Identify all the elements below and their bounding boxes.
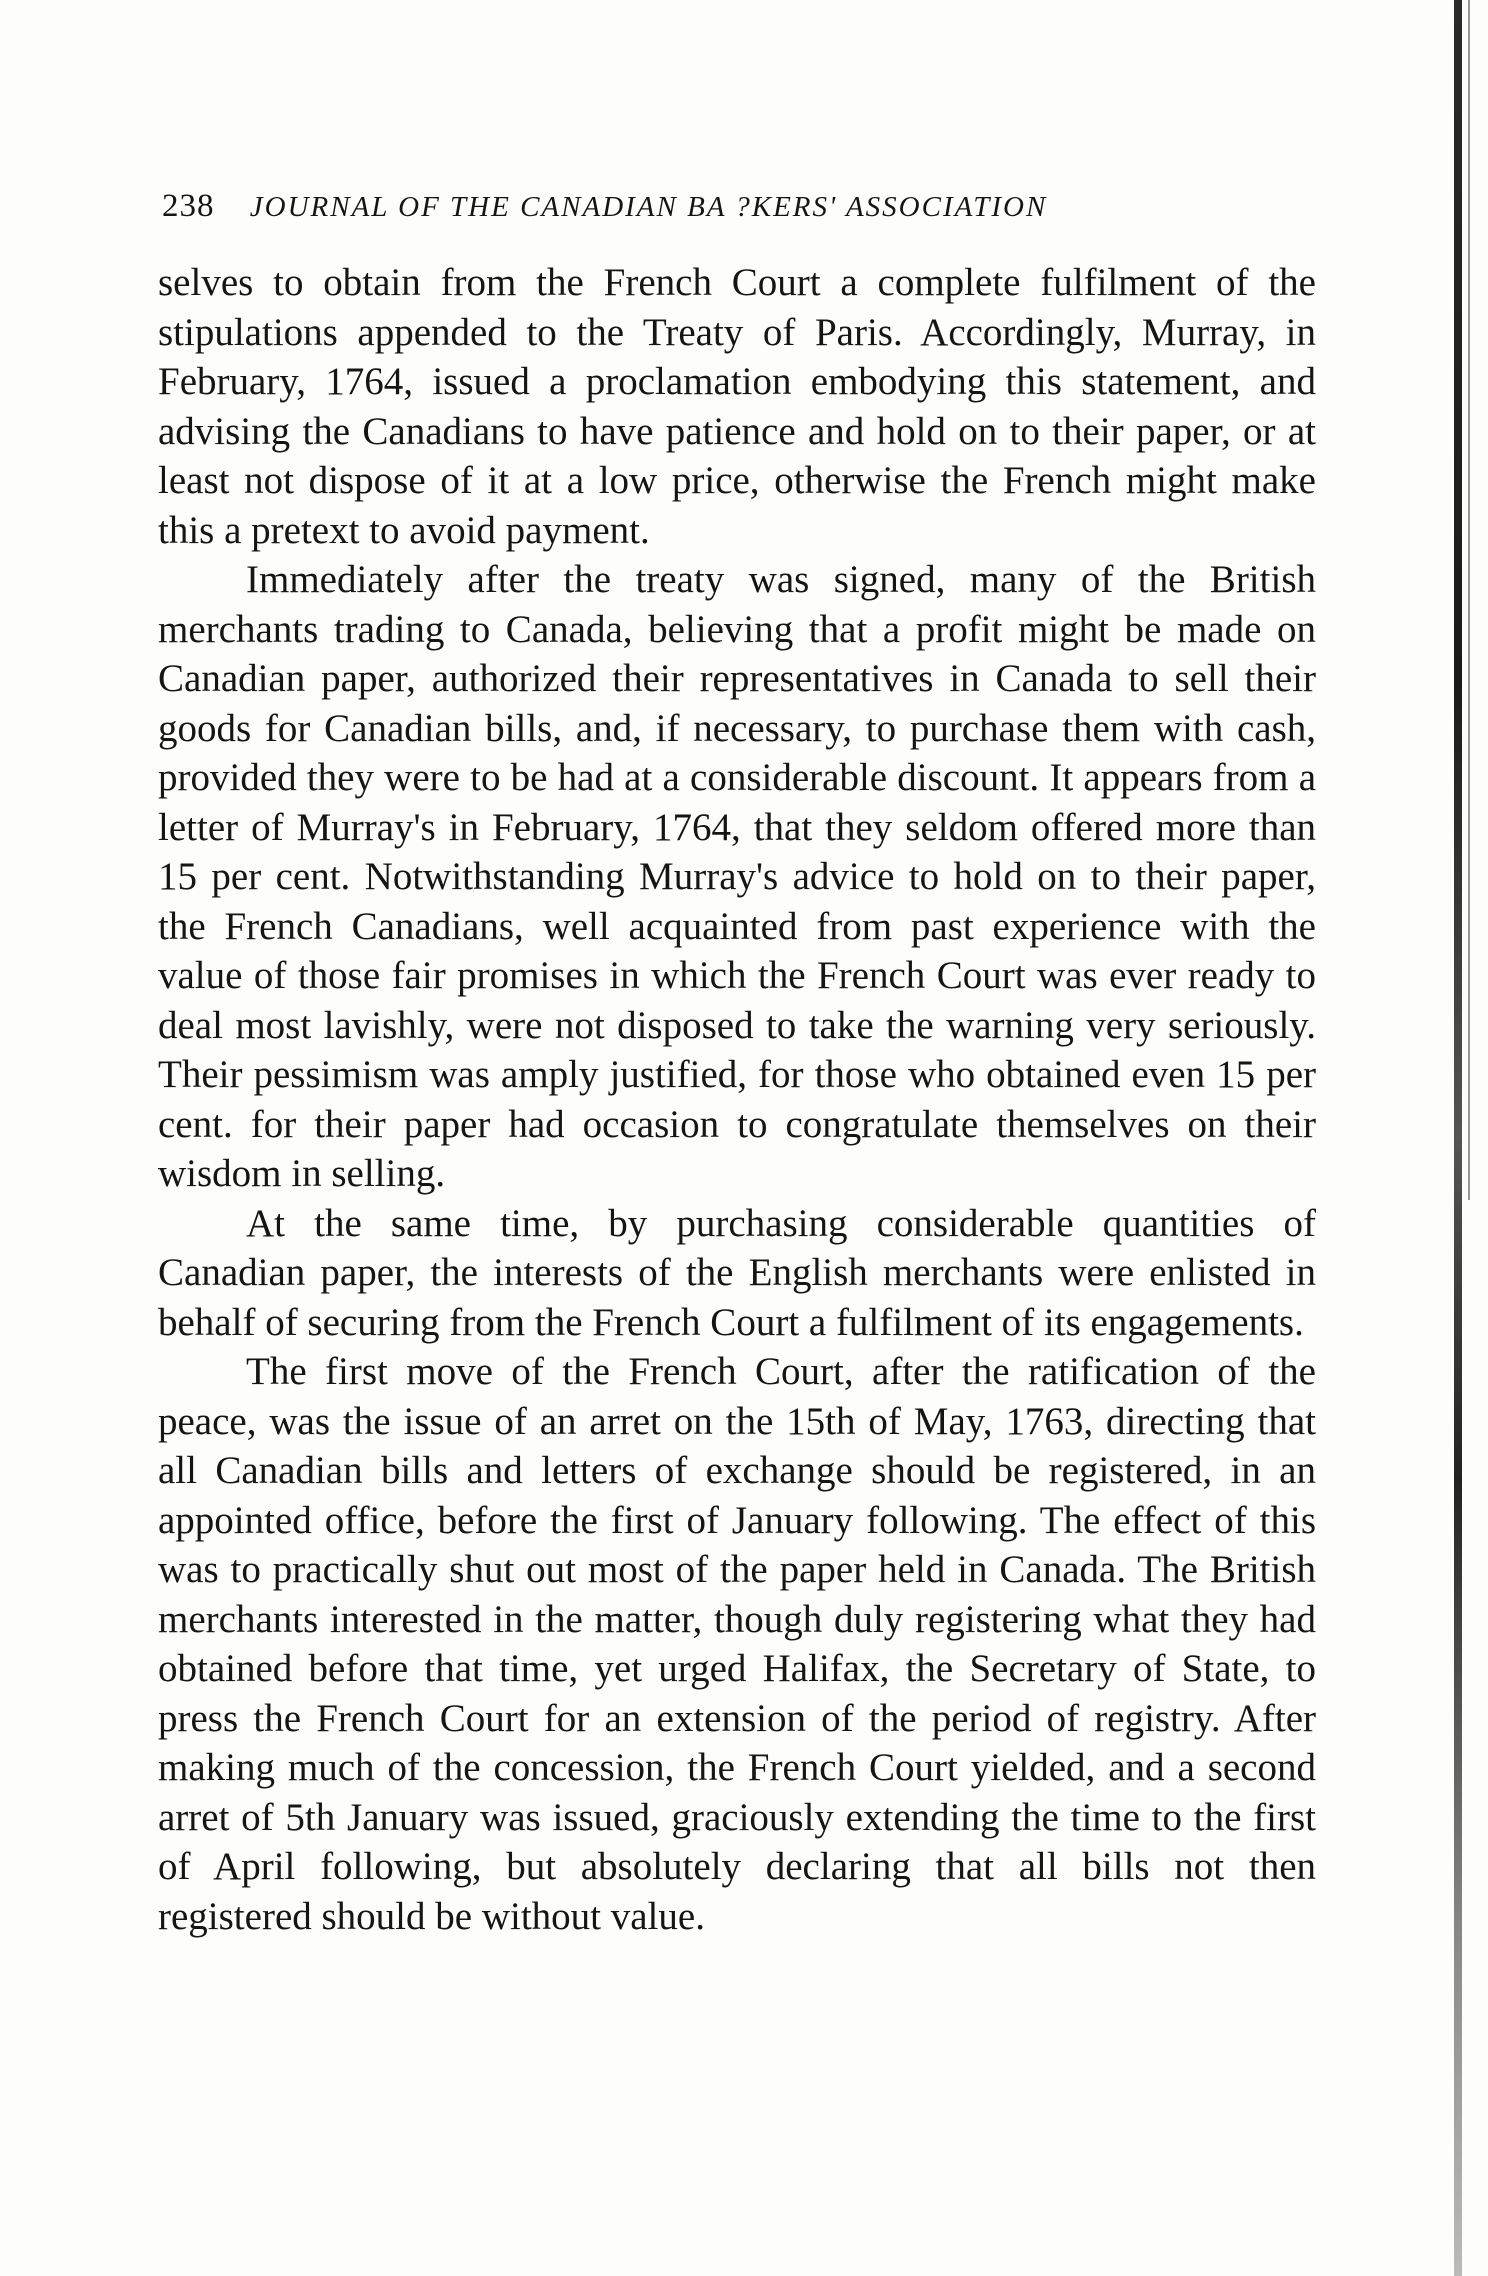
body-text <box>158 258 1316 1941</box>
paragraph: At the same time, by purchasing considerable quantities of Canadian paper, the interests of the English merchants were enlisted in behalf of securing from the French Court a fulfilment of its engagements. <box>158 1201 1316 1344</box>
paragraph: The first move of the French Court, after the ratification of the peace, was the issue of an arret on the 15th of May, 1763, directing that all Canadian bills and letters of exchange should be registered, in an appointed office, before the first of January following. The effect of this was to practically shut out most of the paper held in Canada. The British merchants interested in the matter, though duly registering what they had obtained before that time, yet urged Halifax, the Secretary of State, to press the French Court for an extension of the period of registry. After making much of the concession, the French Court yielded, and a second arret of 5th January was issued, graciously extending the time to the first of April following, but absolutely declaring that all bills not then registered should be without value. <box>158 1350 1316 1938</box>
scan-edge-line <box>1468 0 1470 1200</box>
page-number: 238 <box>162 188 215 224</box>
page-header <box>162 188 1222 236</box>
running-head: JOURNAL OF THE CANADIAN BA ?KERS' ASSOCIATION <box>249 191 1048 223</box>
scan-edge <box>1454 0 1462 2276</box>
paragraph: Immediately after the treaty was signed, many of the British merchants trading to Canada, believing that a profit might be made on Canadian paper, authorized their representatives in Canada to sell their goods for Canadian bills, and, if necessary, to purchase them with cash, provided they were to be had at a considerable discount. It appears from a letter of Murray's in February, 1764, that they seldom offered more than 15 per cent. Notwithstanding Murray's advice to hold on to their paper, the French Canadians, well acquainted from past experience with the value of those fair promises in which the French Court was ever ready to deal most lavishly, were not disposed to take the warning very seriously. Their pessimism was amply justified, for those who obtained even 15 per cent. for their paper had occasion to congratulate themselves on their wisdom in selling. <box>158 558 1316 1195</box>
paragraph-continued: selves to obtain from the French Court a complete fulfilment of the stipulations appended to the Treaty of Paris. Accordingly, Murray, in February, 1764, issued a proclamation embodying this statement, and advising the Canadians to have patience and hold on to their paper, or at least not dispose of it at a low price, otherwise the French might make this a pretext to avoid payment. <box>158 261 1316 552</box>
